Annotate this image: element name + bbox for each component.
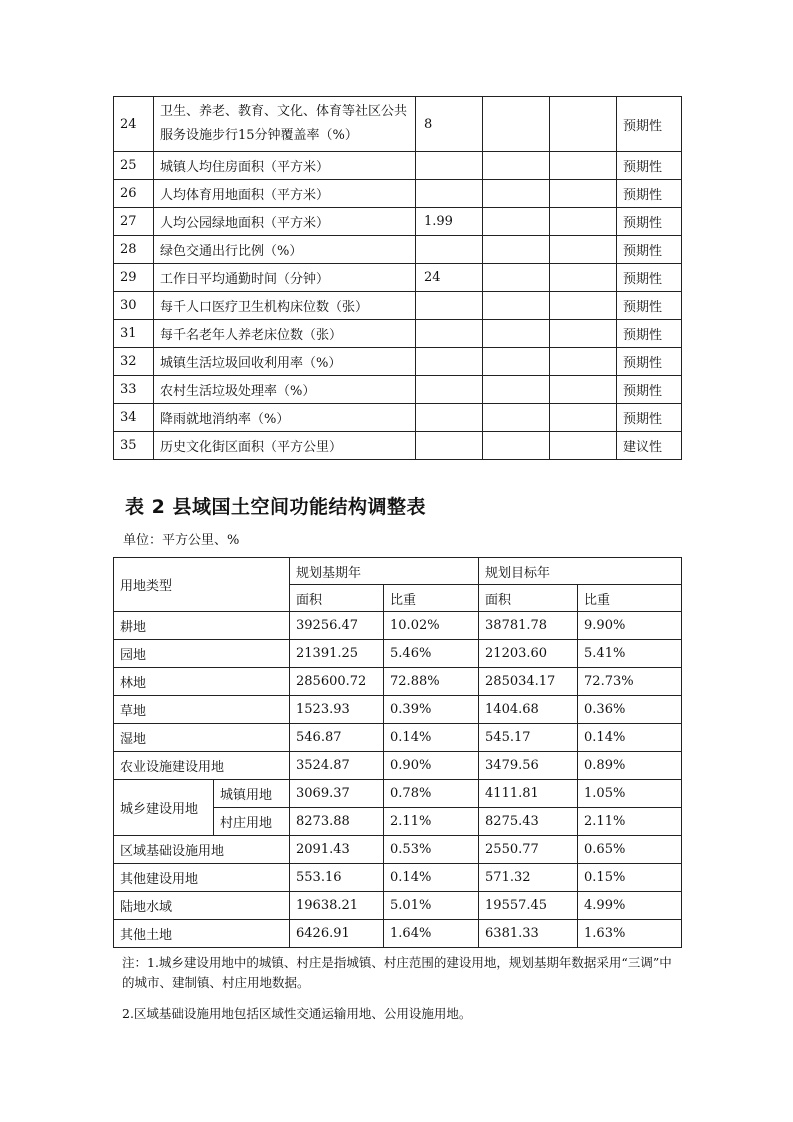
indicator-attribute: 预期性	[617, 236, 682, 264]
land-type-name: 园地	[114, 640, 290, 668]
indicator-attribute: 预期性	[617, 376, 682, 404]
indicator-name: 人均体育用地面积（平方米）	[154, 180, 416, 208]
base-area: 546.87	[290, 724, 384, 752]
base-area: 19638.21	[290, 892, 384, 920]
table2-title: 表 2 县域国土空间功能结构调整表	[125, 496, 426, 518]
value-cell	[550, 97, 617, 152]
base-area: 21391.25	[290, 640, 384, 668]
target-ratio: 0.36%	[578, 696, 682, 724]
table2-unit: 单位：平方公里、%	[123, 533, 240, 548]
target-area: 38781.78	[479, 612, 578, 640]
base-area: 285600.72	[290, 668, 384, 696]
indicator-attribute: 预期性	[617, 320, 682, 348]
land-type-name: 湿地	[114, 724, 290, 752]
land-type-name: 陆地水域	[114, 892, 290, 920]
value-cell	[483, 236, 550, 264]
table-row	[114, 892, 682, 920]
table-row	[114, 752, 682, 780]
indicator-name: 卫生、养老、教育、文化、体育等社区公共服务设施步行15分钟覆盖率（%）	[154, 97, 416, 152]
base-value: 8	[416, 97, 483, 152]
table-row	[114, 236, 682, 264]
header-base-ratio: 比重	[384, 585, 479, 612]
target-ratio: 0.15%	[578, 864, 682, 892]
value-cell	[483, 376, 550, 404]
indicator-name: 城镇生活垃圾回收利用率（%）	[154, 348, 416, 376]
indicator-name: 城镇人均住房面积（平方米）	[154, 152, 416, 180]
table-row	[114, 292, 682, 320]
row-number: 24	[114, 97, 154, 152]
land-type-name: 耕地	[114, 612, 290, 640]
header-base-year: 规划基期年	[290, 558, 479, 585]
target-ratio: 1.63%	[578, 920, 682, 948]
target-area: 1404.68	[479, 696, 578, 724]
target-area: 3479.56	[479, 752, 578, 780]
table-row	[114, 376, 682, 404]
indicator-attribute: 预期性	[617, 152, 682, 180]
base-area: 2091.43	[290, 836, 384, 864]
base-ratio: 5.01%	[384, 892, 479, 920]
table-row	[114, 864, 682, 892]
value-cell	[483, 404, 550, 432]
target-ratio: 5.41%	[578, 640, 682, 668]
base-value	[416, 404, 483, 432]
land-group-name: 城乡建设用地	[114, 780, 214, 836]
indicator-attribute: 建议性	[617, 432, 682, 460]
land-use-table	[113, 557, 682, 948]
table-row	[114, 208, 682, 236]
indicator-attribute: 预期性	[617, 348, 682, 376]
base-value	[416, 348, 483, 376]
value-cell	[550, 264, 617, 292]
header-target-year: 规划目标年	[479, 558, 682, 585]
base-ratio: 72.88%	[384, 668, 479, 696]
indicator-attribute: 预期性	[617, 404, 682, 432]
value-cell	[483, 432, 550, 460]
base-value: 1.99	[416, 208, 483, 236]
target-ratio: 0.65%	[578, 836, 682, 864]
table-row	[114, 724, 682, 752]
base-value	[416, 292, 483, 320]
land-type-name: 农业设施建设用地	[114, 752, 290, 780]
indicator-name: 绿色交通出行比例（%）	[154, 236, 416, 264]
header-target-ratio: 比重	[578, 585, 682, 612]
value-cell	[550, 404, 617, 432]
value-cell	[550, 292, 617, 320]
value-cell	[483, 208, 550, 236]
row-number: 34	[114, 404, 154, 432]
value-cell	[550, 236, 617, 264]
indicator-name: 人均公园绿地面积（平方米）	[154, 208, 416, 236]
value-cell	[550, 348, 617, 376]
row-number: 31	[114, 320, 154, 348]
row-number: 28	[114, 236, 154, 264]
base-value	[416, 320, 483, 348]
indicator-attribute: 预期性	[617, 180, 682, 208]
land-type-name: 其他建设用地	[114, 864, 290, 892]
table-row	[114, 920, 682, 948]
target-area: 19557.45	[479, 892, 578, 920]
indicator-name: 每千名老年人养老床位数（张）	[154, 320, 416, 348]
table-header-row	[114, 558, 682, 585]
base-area: 39256.47	[290, 612, 384, 640]
table-row	[114, 404, 682, 432]
indicator-table	[113, 96, 682, 460]
indicator-name: 降雨就地消纳率（%）	[154, 404, 416, 432]
value-cell	[550, 376, 617, 404]
indicator-table-body	[114, 97, 682, 460]
table-row	[114, 264, 682, 292]
base-value	[416, 180, 483, 208]
base-ratio: 0.39%	[384, 696, 479, 724]
target-area: 571.32	[479, 864, 578, 892]
row-number: 29	[114, 264, 154, 292]
base-value	[416, 432, 483, 460]
base-ratio: 0.90%	[384, 752, 479, 780]
value-cell	[550, 152, 617, 180]
table-row	[114, 432, 682, 460]
land-type-name: 林地	[114, 668, 290, 696]
value-cell	[483, 320, 550, 348]
value-cell	[483, 152, 550, 180]
target-ratio: 72.73%	[578, 668, 682, 696]
target-area: 21203.60	[479, 640, 578, 668]
indicator-attribute: 预期性	[617, 292, 682, 320]
table-row	[114, 348, 682, 376]
base-ratio: 0.78%	[384, 780, 479, 808]
land-type-name: 其他土地	[114, 920, 290, 948]
land-type-name: 草地	[114, 696, 290, 724]
base-ratio: 2.11%	[384, 808, 479, 836]
base-area: 3524.87	[290, 752, 384, 780]
target-ratio: 9.90%	[578, 612, 682, 640]
base-area: 1523.93	[290, 696, 384, 724]
target-area: 285034.17	[479, 668, 578, 696]
base-value: 24	[416, 264, 483, 292]
value-cell	[550, 180, 617, 208]
target-area: 8275.43	[479, 808, 578, 836]
note-2: 2.区域基础设施用地包括区域性交通运输用地、公用设施用地。	[122, 1006, 472, 1021]
table-row	[114, 640, 682, 668]
indicator-name: 每千人口医疗卫生机构床位数（张）	[154, 292, 416, 320]
base-ratio: 0.14%	[384, 864, 479, 892]
indicator-name: 历史文化街区面积（平方公里）	[154, 432, 416, 460]
land-type-name: 区域基础设施用地	[114, 836, 290, 864]
base-value	[416, 152, 483, 180]
target-ratio: 4.99%	[578, 892, 682, 920]
base-value	[416, 376, 483, 404]
value-cell	[550, 208, 617, 236]
base-ratio: 0.53%	[384, 836, 479, 864]
note-1: 注：1.城乡建设用地中的城镇、村庄是指城镇、村庄范围的建设用地，规划基期年数据采用“三调”中的城市、建制镇、村庄用地数据。	[122, 955, 672, 990]
value-cell	[550, 432, 617, 460]
base-area: 3069.37	[290, 780, 384, 808]
target-ratio: 0.89%	[578, 752, 682, 780]
base-ratio: 10.02%	[384, 612, 479, 640]
target-ratio: 0.14%	[578, 724, 682, 752]
base-area: 6426.91	[290, 920, 384, 948]
value-cell	[483, 180, 550, 208]
table-row	[114, 836, 682, 864]
table-row	[114, 780, 682, 808]
table-row	[114, 320, 682, 348]
target-ratio: 2.11%	[578, 808, 682, 836]
table-row	[114, 180, 682, 208]
row-number: 26	[114, 180, 154, 208]
indicator-attribute: 预期性	[617, 208, 682, 236]
value-cell	[483, 97, 550, 152]
land-subtype-name: 城镇用地	[214, 780, 290, 808]
base-ratio: 0.14%	[384, 724, 479, 752]
row-number: 27	[114, 208, 154, 236]
row-number: 35	[114, 432, 154, 460]
land-subtype-name: 村庄用地	[214, 808, 290, 836]
base-value	[416, 236, 483, 264]
row-number: 33	[114, 376, 154, 404]
value-cell	[550, 320, 617, 348]
base-area: 8273.88	[290, 808, 384, 836]
table-row	[114, 152, 682, 180]
value-cell	[483, 292, 550, 320]
row-number: 32	[114, 348, 154, 376]
table-row	[114, 668, 682, 696]
header-land-type: 用地类型	[114, 558, 290, 612]
indicator-name: 农村生活垃圾处理率（%）	[154, 376, 416, 404]
indicator-name: 工作日平均通勤时间（分钟）	[154, 264, 416, 292]
base-area: 553.16	[290, 864, 384, 892]
value-cell	[483, 348, 550, 376]
land-use-table-body	[114, 558, 682, 948]
base-ratio: 5.46%	[384, 640, 479, 668]
header-target-area: 面积	[479, 585, 578, 612]
target-area: 4111.81	[479, 780, 578, 808]
table-row	[114, 612, 682, 640]
value-cell	[483, 264, 550, 292]
target-ratio: 1.05%	[578, 780, 682, 808]
target-area: 545.17	[479, 724, 578, 752]
base-ratio: 1.64%	[384, 920, 479, 948]
indicator-attribute: 预期性	[617, 97, 682, 152]
row-number: 25	[114, 152, 154, 180]
table-row	[114, 97, 682, 152]
target-area: 6381.33	[479, 920, 578, 948]
row-number: 30	[114, 292, 154, 320]
target-area: 2550.77	[479, 836, 578, 864]
table-row	[114, 696, 682, 724]
header-base-area: 面积	[290, 585, 384, 612]
indicator-attribute: 预期性	[617, 264, 682, 292]
